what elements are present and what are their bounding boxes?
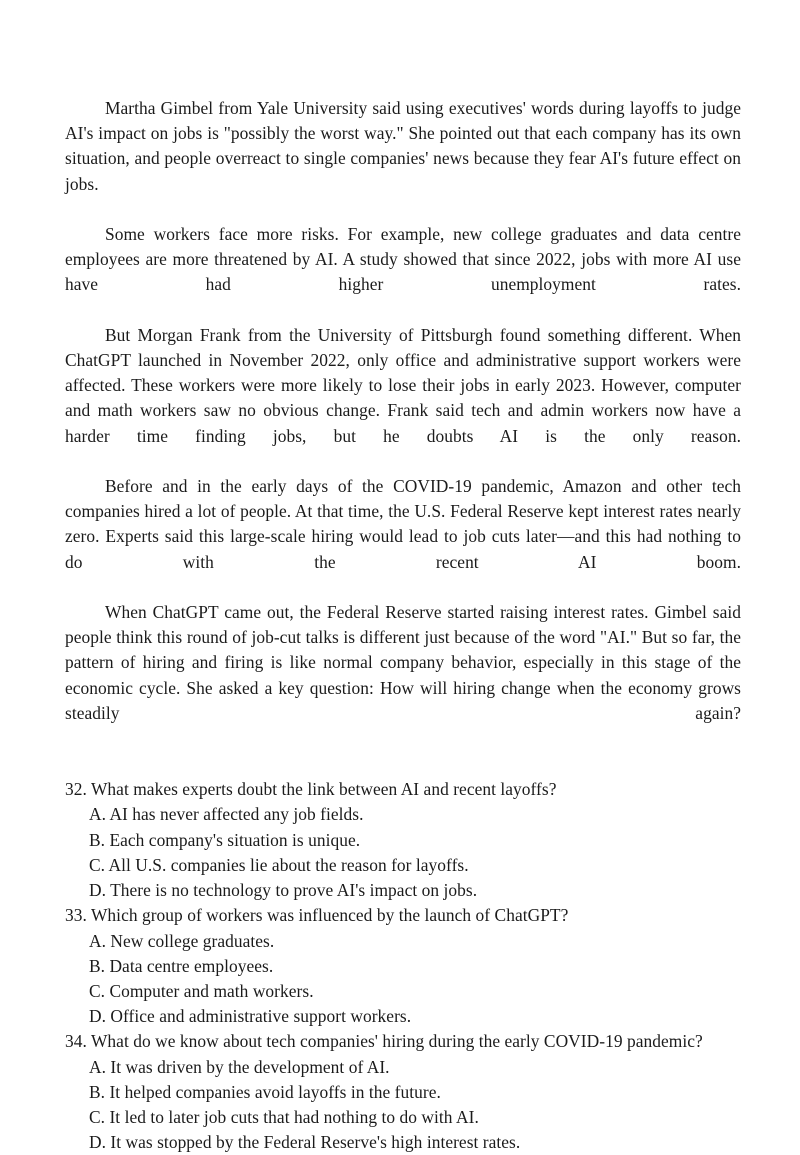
passage-paragraph: Martha Gimbel from Yale University said using executives' words during layoffs to judge AI's impact on jobs is "possibly the worst way." She pointed out that each company has its own situation, and people overreact to single companies' news because they fear AI's future effect on jobs. [65, 98, 741, 194]
question-option[interactable]: B. Each company's situation is unique. [89, 829, 361, 850]
question-list [65, 777, 741, 1155]
passage-paragraph: Before and in the early days of the COVID-19 pandemic, Amazon and other tech companies hired a lot of people. At that time, the U.S. Federal Reserve kept interest rates nearly zero. Experts said this large-scale hiring would lead to job cuts later—and this had nothing to do with the recent AI boom. [65, 476, 741, 572]
passage-paragraph: When ChatGPT came out, the Federal Reserve started raising interest rates. Gimbel said people think this round of job-cut talks is different just because of the word "AI." But so far, the pattern of hiring and firing is like normal company behavior, especially in this stage of the economic cycle. She asked a key question: How will hiring change when the economy grows steadily again? [65, 602, 741, 723]
question-option[interactable]: C. It led to later job cuts that had nothing to do with AI. [89, 1106, 479, 1127]
question-option[interactable]: B. Data centre employees. [89, 955, 274, 976]
document-content [65, 96, 741, 1155]
question-option[interactable]: A. New college graduates. [89, 930, 275, 951]
question-option[interactable]: B. It helped companies avoid layoffs in the future. [89, 1081, 441, 1102]
question-option[interactable]: C. All U.S. companies lie about the reason for layoffs. [89, 854, 469, 875]
passage-paragraph: But Morgan Frank from the University of Pittsburgh found something different. When ChatGPT launched in November 2022, only office and administrative support workers were affected. These workers were more likely to lose their jobs in early 2023. However, computer and math workers saw no obvious change. Frank said tech and admin workers now have a harder time finding jobs, but he doubts AI is the only reason. [65, 324, 741, 446]
passage-paragraph: Some workers face more risks. For example, new college graduates and data centre employees are more threatened by AI. A study showed that since 2022, jobs with more AI use have had higher unemployment rates. [65, 224, 741, 295]
question-option[interactable]: D. There is no technology to prove AI's impact on jobs. [89, 880, 478, 901]
reading-passage [65, 96, 741, 751]
question-option[interactable]: C. Computer and math workers. [89, 980, 314, 1001]
question-option[interactable]: D. It was stopped by the Federal Reserve's high interest rates. [89, 1132, 521, 1153]
question-stem: 34. What do we know about tech companies' hiring during the early COVID-19 pandemic? [65, 1031, 703, 1052]
question-stem: 33. Which group of workers was influenced by the launch of ChatGPT? [65, 905, 569, 926]
question-item-33 [65, 903, 741, 1029]
question-option[interactable]: A. AI has never affected any job fields. [89, 804, 364, 825]
question-option[interactable]: A. It was driven by the development of AI. [89, 1056, 390, 1077]
question-item-32 [65, 777, 741, 903]
question-item-34 [65, 1029, 741, 1155]
question-stem: 32. What makes experts doubt the link between AI and recent layoffs? [65, 779, 557, 800]
question-option[interactable]: D. Office and administrative support workers. [89, 1006, 412, 1027]
